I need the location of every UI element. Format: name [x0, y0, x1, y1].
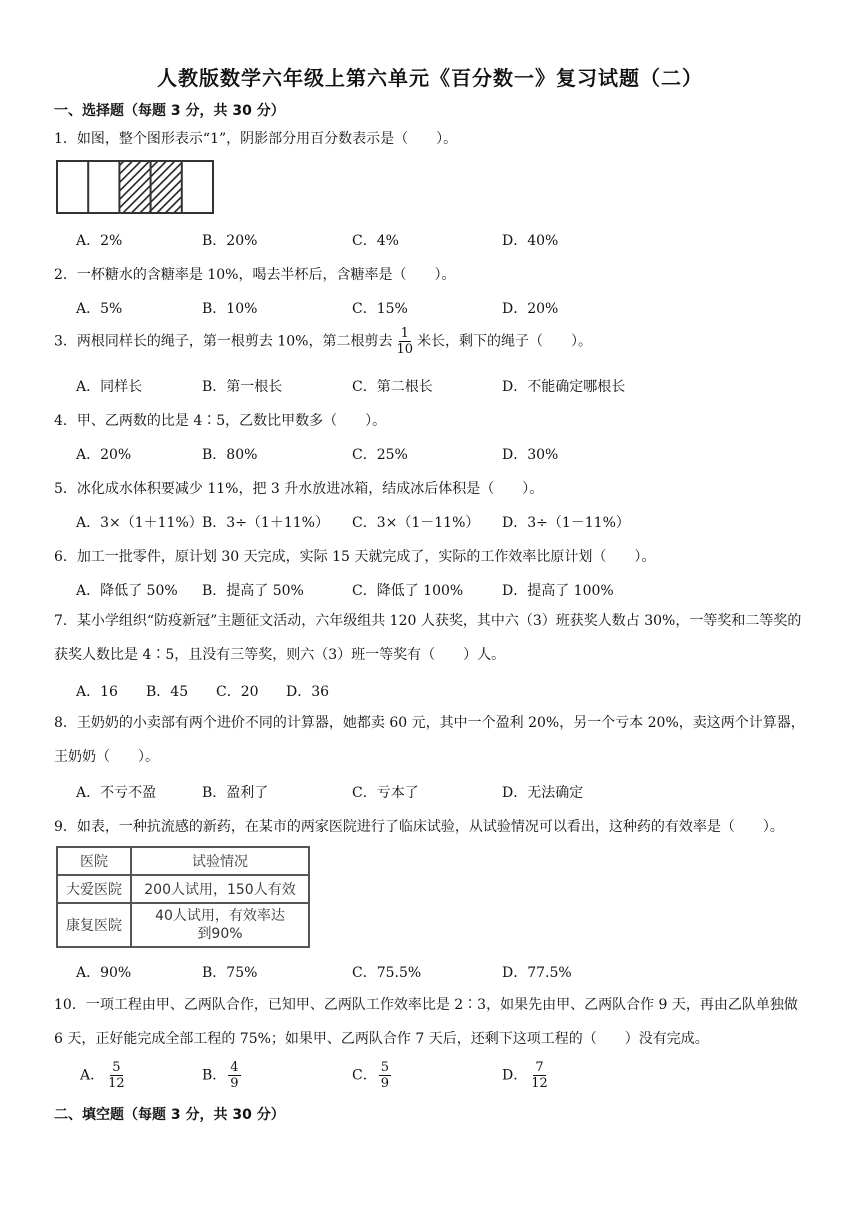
table-header-cell: 医院: [57, 847, 131, 875]
table-cell: 康复医院: [57, 903, 131, 947]
fraction-numerator: 7: [535, 1060, 544, 1075]
question-3-text-before: 3．两根同样长的绳子，第一根剪去 10%，第二根剪去: [54, 333, 393, 350]
question-7: 7．某小学组织“防疫新冠”主题征文活动，六年级组共 120 人获奖，其中六（3）班获奖人数占 30%，一等奖和二等奖的获奖人数比是 4∶5，且没有三等奖，则六（3）班一等奖有（ ）人。: [54, 613, 802, 663]
option-b[interactable]: B．提高了 50%: [202, 583, 304, 599]
option-a[interactable]: A．2%: [76, 233, 123, 249]
question-4: 4．甲、乙两数的比是 4∶5，乙数比甲数多（ ）。: [54, 413, 387, 429]
question-6: 6．加工一批零件，原计划 30 天完成，实际 15 天就完成了，实际的工作效率比原计划（ ）。: [54, 549, 656, 565]
option-b[interactable]: B．10%: [202, 301, 258, 317]
fraction-numerator: 4: [230, 1060, 239, 1075]
fraction: [529, 1060, 550, 1091]
table-cell: 大爱医院: [57, 875, 131, 903]
option-b[interactable]: B．20%: [202, 233, 258, 249]
question-2: 2．一杯糖水的含糖率是 10%，喝去半杯后，含糖率是（ ）。: [54, 267, 456, 283]
option-label: B．: [202, 1067, 227, 1084]
question-1: 1．如图，整个图形表示“1”，阴影部分用百分数表示是（ ）。: [54, 131, 458, 147]
option-d[interactable]: D．3÷（1－11%）: [502, 515, 630, 531]
option-a[interactable]: A．同样长: [76, 379, 143, 395]
options-q9: [76, 962, 776, 982]
option-d[interactable]: D．30%: [502, 447, 559, 463]
option-a[interactable]: A．3×（1＋11%）: [76, 515, 203, 531]
question-3-text-after: 米长，剩下的绳子（ ）。: [417, 333, 593, 350]
fraction-denominator: 12: [108, 1076, 125, 1091]
option-c[interactable]: C．75.5%: [352, 965, 422, 981]
option-a[interactable]: A．90%: [76, 965, 132, 981]
section-heading-choice: 一、选择题（每题 3 分，共 30 分）: [54, 103, 285, 119]
option-a[interactable]: A．5%: [76, 301, 123, 317]
option-c[interactable]: C．亏本了: [352, 785, 419, 801]
option-a[interactable]: A．降低了 50%: [76, 583, 178, 599]
option-d[interactable]: D．无法确定: [502, 785, 584, 801]
option-d[interactable]: D．36: [286, 684, 330, 700]
option-d[interactable]: D．40%: [502, 233, 559, 249]
options-q4: [76, 444, 776, 464]
option-b[interactable]: B．第一根长: [202, 379, 283, 395]
table-cell: 200人试用，150人有效: [131, 875, 309, 903]
option-label: D．: [502, 1067, 528, 1084]
fraction-numerator: 5: [380, 1060, 389, 1075]
option-b[interactable]: B．3÷（1＋11%）: [202, 515, 329, 531]
option-d[interactable]: D．提高了 100%: [502, 583, 614, 599]
fraction-numerator: 5: [112, 1060, 121, 1075]
options-q7: [76, 681, 776, 701]
table-row: [57, 875, 309, 903]
fraction: [106, 1060, 127, 1091]
trial-table: [56, 846, 310, 948]
fraction-denominator: 12: [531, 1076, 548, 1091]
option-a[interactable]: A．不亏不盈: [76, 785, 157, 801]
fraction: [228, 1060, 240, 1091]
option-b[interactable]: B．80%: [202, 447, 258, 463]
option-label: A．: [80, 1067, 105, 1084]
option-b[interactable]: [202, 1060, 243, 1091]
option-d[interactable]: D．20%: [502, 301, 559, 317]
table-header-row: [57, 847, 309, 875]
table-cell: [131, 903, 309, 947]
option-d[interactable]: D．不能确定哪根长: [502, 379, 626, 395]
options-q6: [76, 580, 776, 600]
option-c[interactable]: C．降低了 100%: [352, 583, 464, 599]
table-header-cell: 试验情况: [131, 847, 309, 875]
option-a[interactable]: A．16: [76, 684, 118, 700]
table-cell-line: 40人试用，有效率达: [155, 908, 285, 924]
options-q5: [76, 512, 776, 532]
page-title: 人教版数学六年级上第六单元《百分数一》复习试题（二）: [157, 66, 703, 90]
option-c[interactable]: C．第二根长: [352, 379, 433, 395]
question-10: 10．一项工程由甲、乙两队合作，已知甲、乙两队工作效率比是 2∶3，如果先由甲、乙两队合作 9 天，再由乙队单独做 6 天，正好能完成全部工程的 75%；如果甲、乙两队合作 7 天后，还剩下这项工程的（ ）没有完成。: [54, 997, 798, 1047]
fraction: [394, 326, 415, 357]
question-5: 5．冰化成水体积要减少 11%，把 3 升水放进冰箱，结成冰后体积是（ ）。: [54, 481, 544, 497]
options-q3: [76, 376, 776, 396]
fraction-denominator: 10: [396, 342, 414, 357]
options-q8: [76, 782, 776, 802]
question-8: 8．王奶奶的小卖部有两个进价不同的计算器，她都卖 60 元，其中一个盈利 20%，另一个亏本 20%，卖这两个计算器，王奶奶（ ）。: [54, 715, 805, 765]
option-b[interactable]: B．45: [146, 684, 189, 700]
fraction-denominator: 9: [380, 1076, 389, 1091]
table-row: [57, 903, 309, 947]
option-c[interactable]: C．3×（1－11%）: [352, 515, 480, 531]
option-c[interactable]: C．4%: [352, 233, 399, 249]
question-9: 9．如表，一种抗流感的新药，在某市的两家医院进行了临床试验，从试验情况可以看出，这种药的有效率是（ ）。: [54, 819, 784, 835]
option-c[interactable]: C．20: [216, 684, 259, 700]
question-3: [54, 326, 592, 357]
option-d[interactable]: [502, 1060, 552, 1091]
shaded-rectangle-figure: [56, 160, 216, 216]
options-q10: [76, 1060, 776, 1096]
option-d[interactable]: D．77.5%: [502, 965, 572, 981]
option-b[interactable]: B．盈利了: [202, 785, 269, 801]
option-label: C．: [352, 1067, 377, 1084]
option-c[interactable]: C．15%: [352, 301, 408, 317]
fraction-numerator: 1: [400, 326, 409, 341]
option-c[interactable]: [352, 1060, 393, 1091]
table-cell-line: 到90%: [197, 926, 243, 942]
option-b[interactable]: B．75%: [202, 965, 258, 981]
section-heading-fill: 二、填空题（每题 3 分，共 30 分）: [54, 1107, 285, 1123]
fraction-denominator: 9: [230, 1076, 239, 1091]
options-q2: [76, 298, 776, 318]
fraction: [379, 1060, 391, 1091]
options-q1: [76, 230, 776, 250]
option-a[interactable]: [80, 1060, 129, 1091]
option-c[interactable]: C．25%: [352, 447, 408, 463]
option-a[interactable]: A．20%: [76, 447, 132, 463]
